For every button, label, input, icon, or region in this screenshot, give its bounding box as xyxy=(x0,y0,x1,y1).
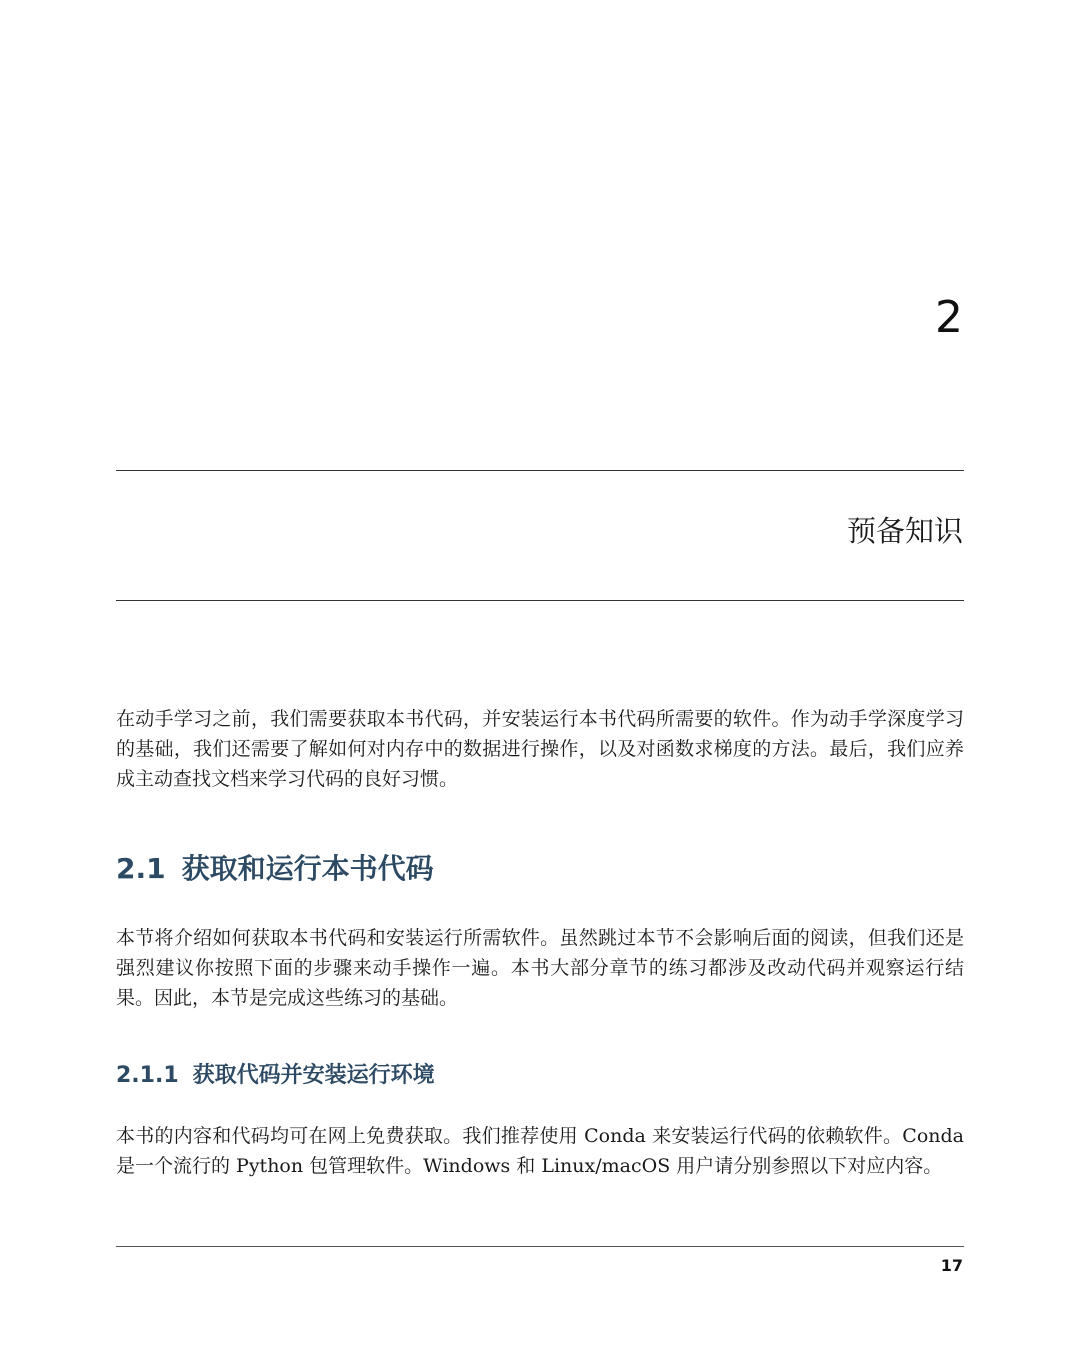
chapter-rule-bottom xyxy=(116,600,964,601)
chapter-rule-top xyxy=(116,470,964,471)
page-number: 17 xyxy=(940,1256,963,1275)
subsection-heading xyxy=(116,1060,435,1092)
footer-rule xyxy=(116,1246,964,1247)
subsection-paragraph: 本书的内容和代码均可在网上免费获取。我们推荐使用 Conda 来安装运行代码的依赖软件。Conda 是一个流行的 Python 包管理软件。Windows 和 Linux/macOS 用户请分别参照以下对应内容。 xyxy=(116,1125,964,1177)
section-title: 获取和运行本书代码 xyxy=(181,852,434,885)
chapter-title: 预备知识 xyxy=(846,514,963,548)
chapter-number: 2 xyxy=(935,292,963,343)
subsection-number: 2.1.1 xyxy=(116,1063,179,1088)
subsection-title: 获取代码并安装运行环境 xyxy=(192,1063,435,1088)
section-paragraph: 本节将介绍如何获取本书代码和安装运行所需软件。虽然跳过本节不会影响后面的阅读，但我们还是强烈建议你按照下面的步骤来动手操作一遍。本书大部分章节的练习都涉及改动代码并观察运行结果。因此，本节是完成这些练习的基础。 xyxy=(116,927,964,1009)
intro-paragraph: 在动手学习之前，我们需要获取本书代码，并安装运行本书代码所需要的软件。作为动手学深度学习的基础，我们还需要了解如何对内存中的数据进行操作，以及对函数求梯度的方法。最后，我们应养成主动查找文档来学习代码的良好习惯。 xyxy=(116,708,964,790)
section-heading xyxy=(116,850,434,888)
section-number: 2.1 xyxy=(116,852,166,885)
